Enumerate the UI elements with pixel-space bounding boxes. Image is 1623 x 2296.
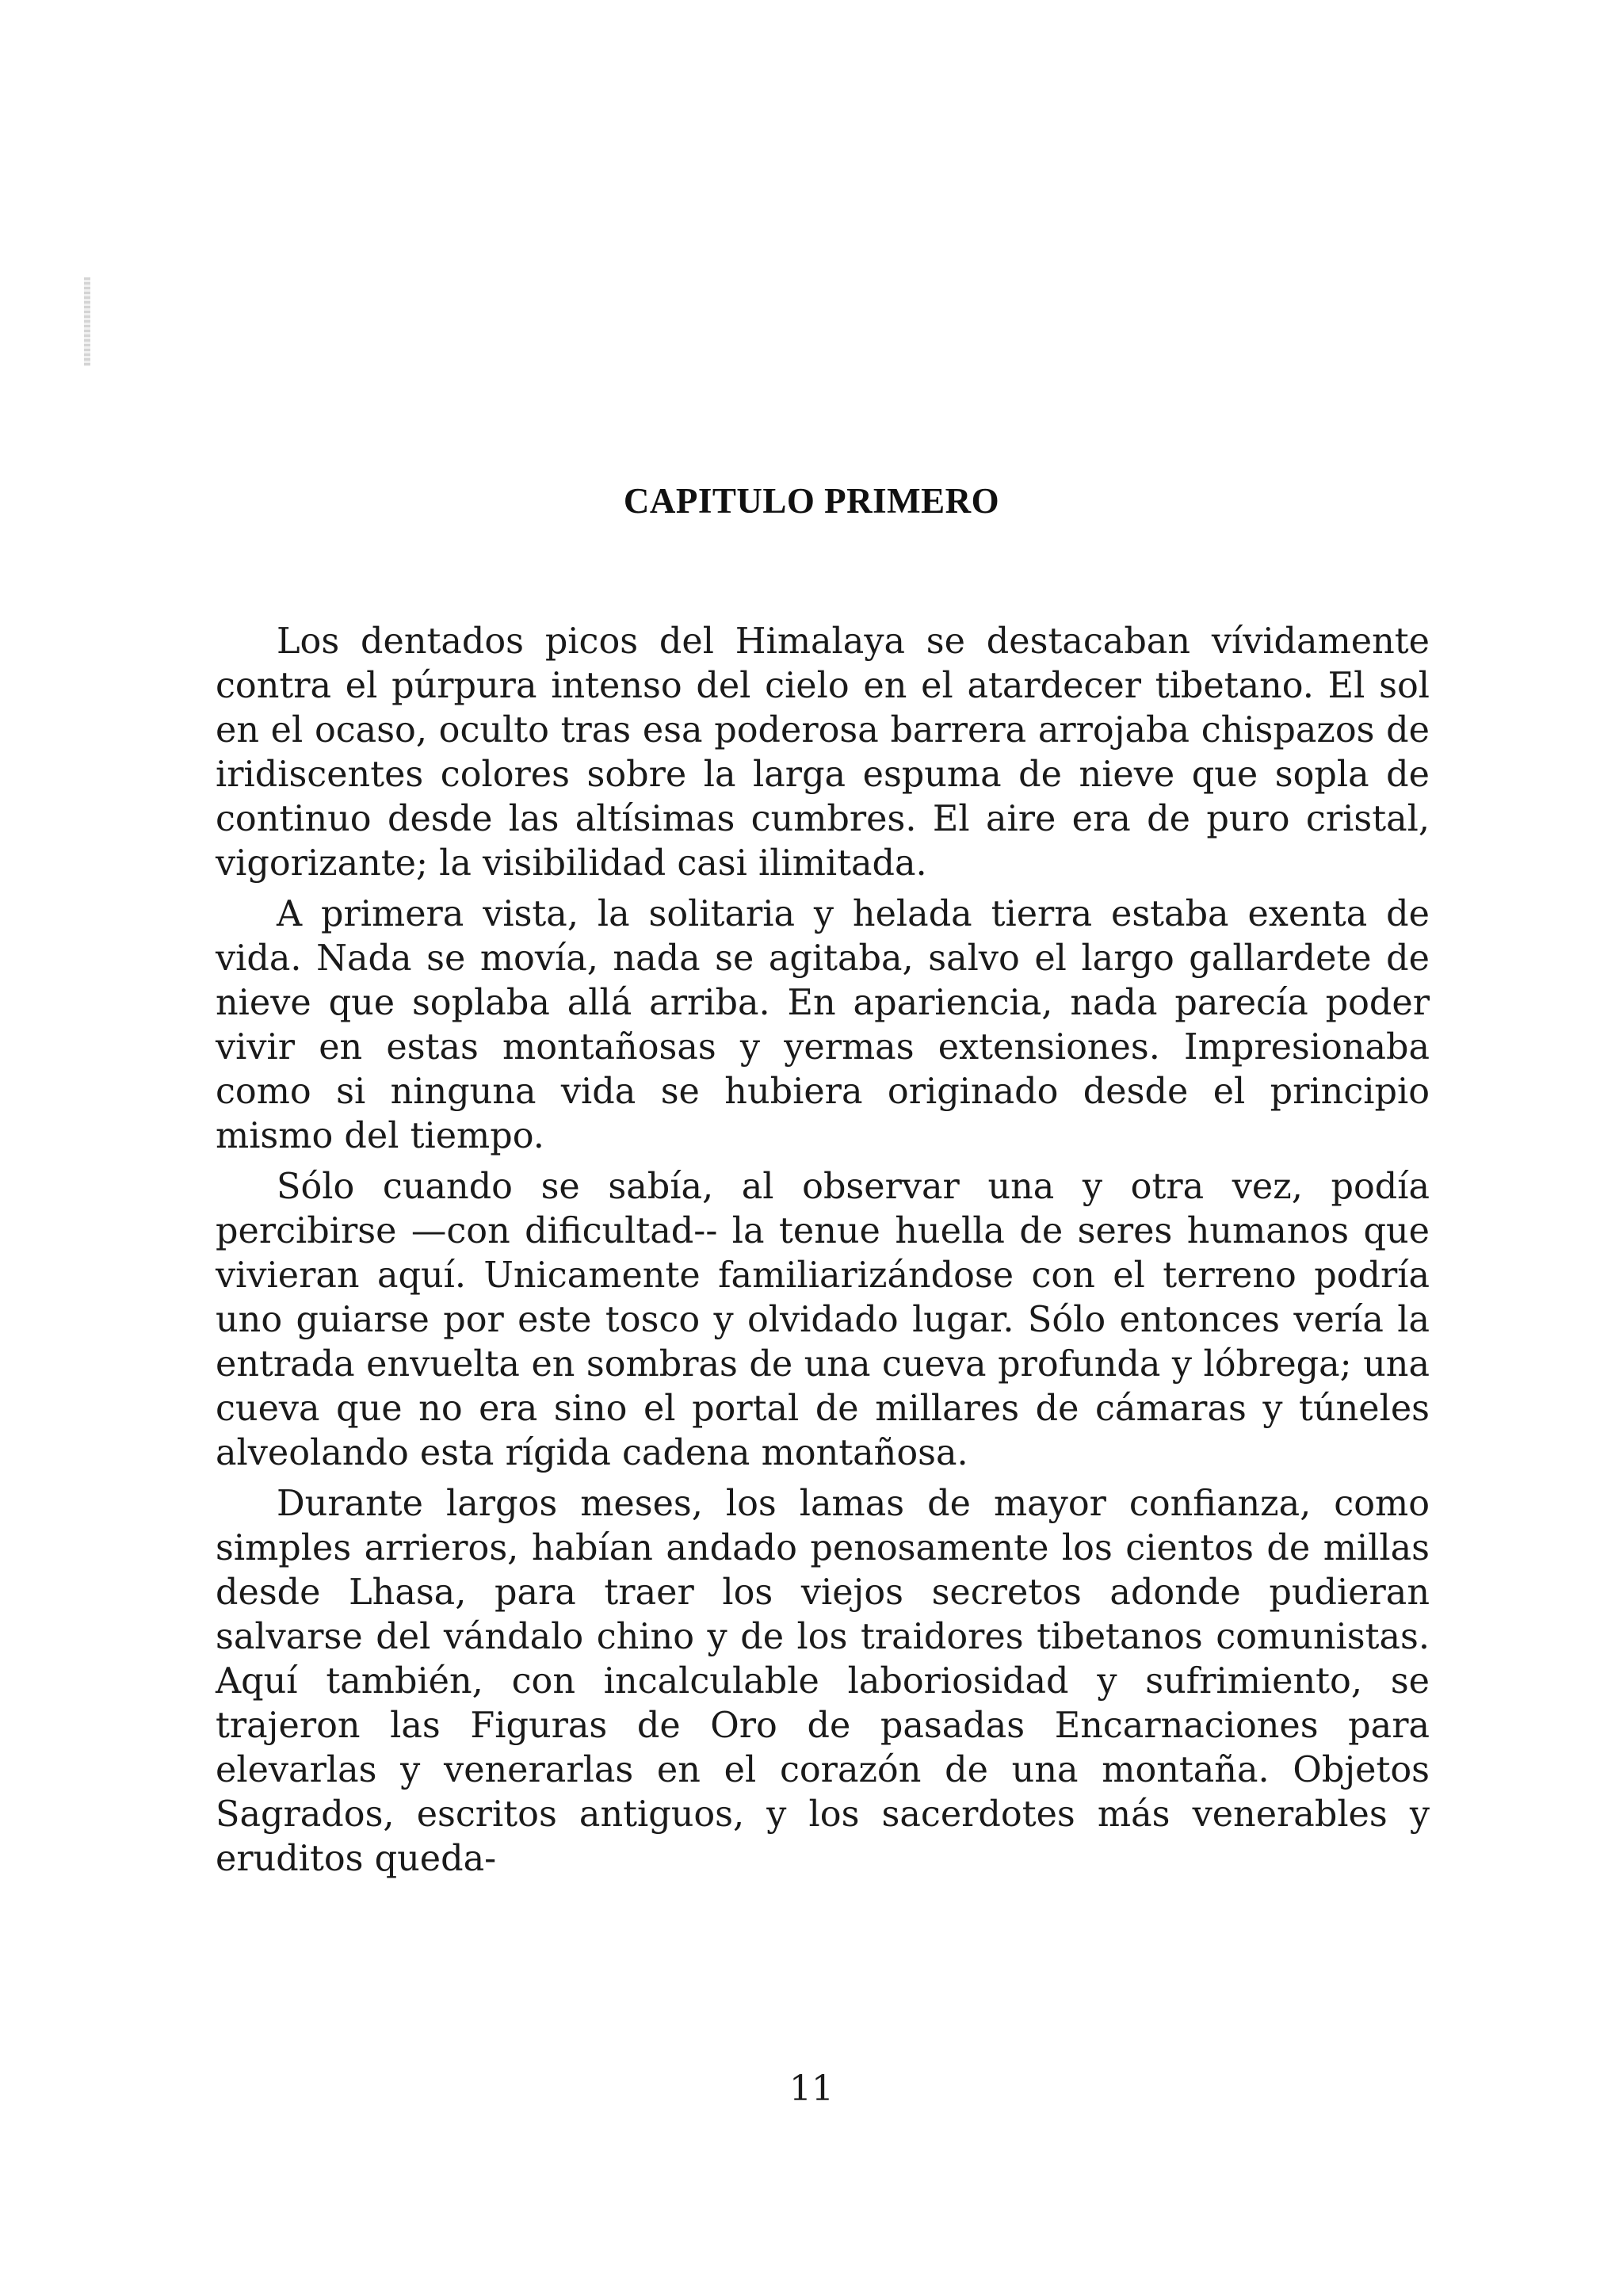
body-text — [216, 620, 1430, 1888]
paragraph-1: Los dentados picos del Himalaya se destacaban vívidamente contra el púrpura intenso del cielo en el atardecer tibetano. El sol en el ocaso, oculto tras esa poderosa barrera arrojaba chispazos de iridiscentes colores sobre la larga espuma de nieve que sopla de continuo desde las altísimas cumbres. El aire era de puro cristal, vigorizante; la visibilidad casi ilimitada. — [216, 621, 1430, 884]
chapter-title: CAPITULO PRIMERO — [623, 481, 1000, 521]
paragraph-3: Sólo cuando se sabía, al observar una y otra vez, podía percibirse —con dificultad-- la tenue huella de seres humanos que vivieran aquí. Unicamente familiarizándose con el terreno podría uno guiarse por este tosco y olvidado lugar. Sólo entonces vería la entrada envuelta en sombras de una cueva profunda y lóbrega; una cueva que no era sino el portal de millares de cámaras y túneles alveolando esta rígida cadena montañosa. — [216, 1167, 1430, 1473]
paragraph-4: Durante largos meses, los lamas de mayor confianza, como simples arrieros, habían andado penosamente los cientos de millas desde Lhasa, para traer los viejos secretos adonde pudieran salvarse del vándalo chino y de los traidores tibetanos comunistas. Aquí también, con incalculable laboriosidad y sufrimiento, se trajeron las Figuras de Oro de pasadas Encarnaciones para elevarlas y venerarlas en el corazón de una montaña. Objetos Sagrados, escritos antiguos, y los sacerdotes más venerables y eruditos queda- — [216, 1484, 1430, 1879]
scan-artifact-mark — [84, 277, 90, 366]
paragraph-2: A primera vista, la solitaria y helada tierra estaba exenta de vida. Nada se movía, nada se agitaba, salvo el largo gallardete de nieve que soplaba allá arriba. En apariencia, nada parecía poder vivir en estas montañosas y yermas extensiones. Impresionaba como si ninguna vida se hubiera originado desde el principio mismo del tiempo. — [216, 894, 1430, 1156]
page-number: 11 — [789, 2069, 834, 2109]
